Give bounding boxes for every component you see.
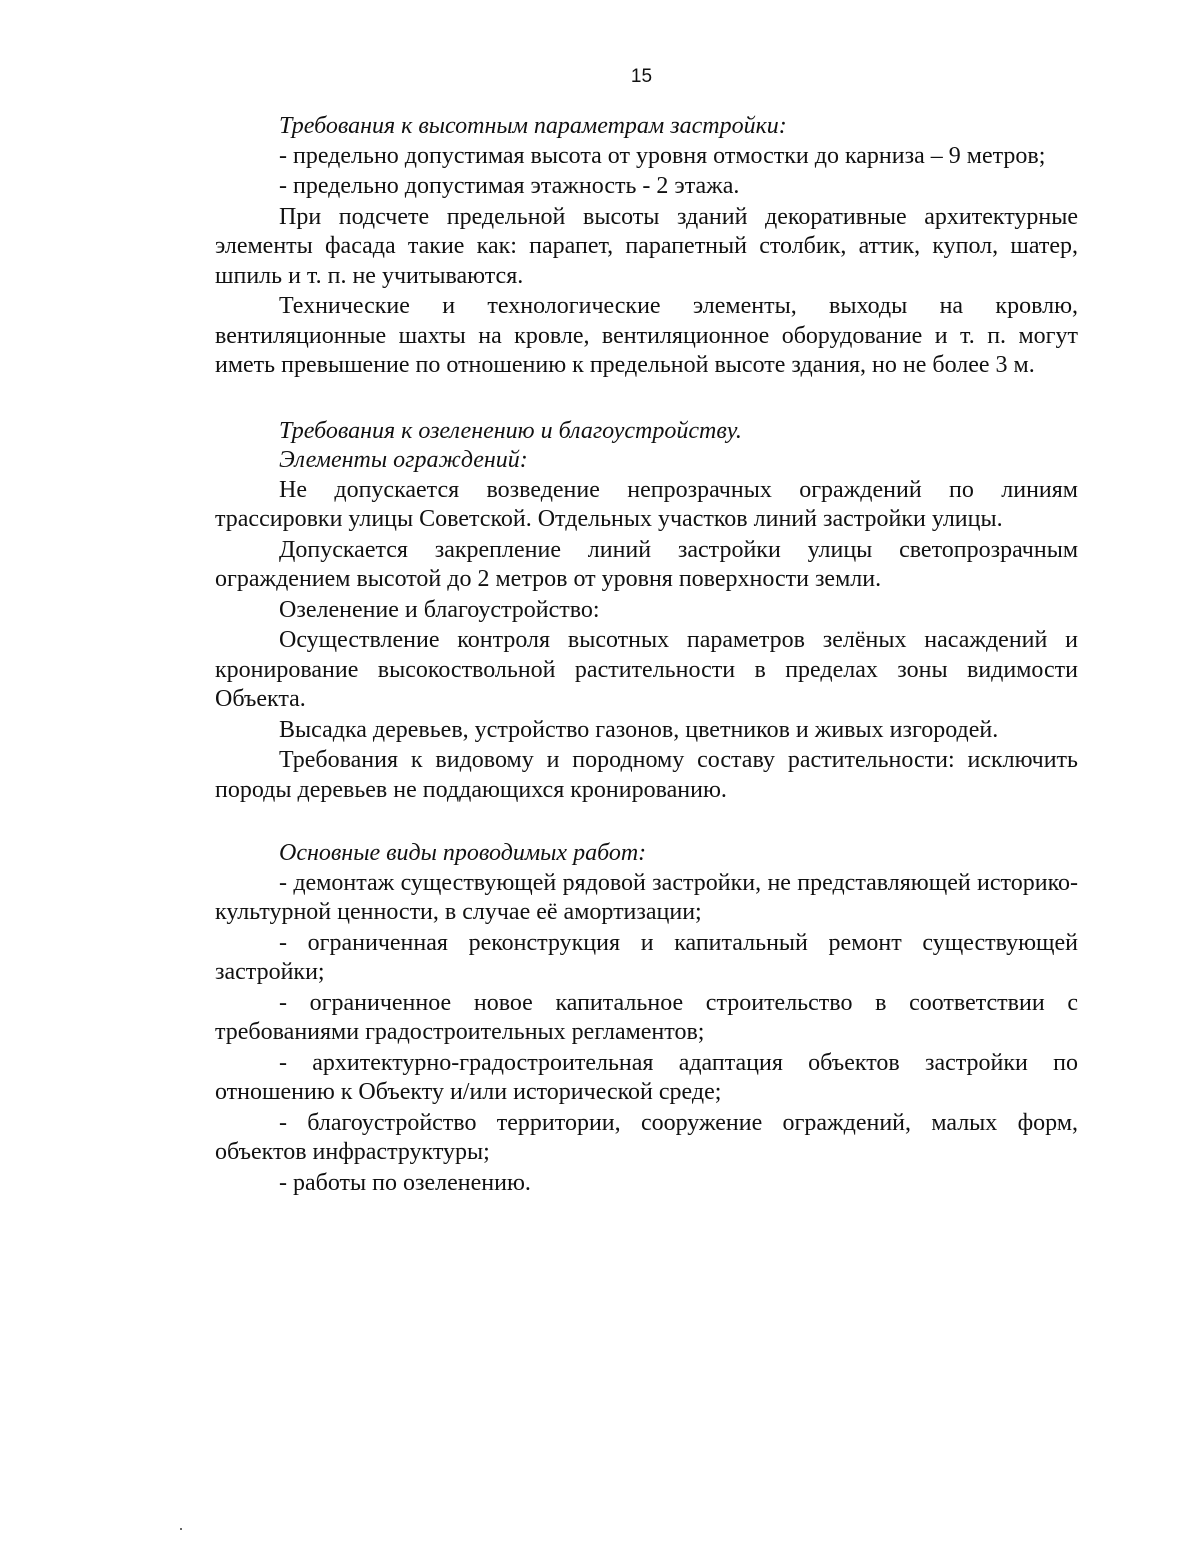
paragraph: При подсчете предельной высоты зданий декоративные архитектурные элементы фасада такие как: парапет, парапетный столбик, аттик, купол, шатер, шпиль и т. п. не учитываются.: [215, 203, 1078, 289]
paragraph: Не допускается возведение непрозрачных ограждений по линиям трассировки улицы Советской. Отдельных участков линий застройки улицы.: [215, 476, 1078, 532]
paragraph: Озеленение и благоустройство:: [279, 596, 600, 623]
list-item: - работы по озеленению.: [279, 1169, 531, 1196]
document-body: [215, 112, 1078, 1199]
paragraph: - предельно допустимая высота от уровня отмостки до карниза – 9 метров;: [279, 142, 1046, 169]
scan-speck: [180, 1528, 182, 1530]
list-item: - демонтаж существующей рядовой застройки, не представляющей историко-культурной ценности, в случае её амортизации;: [215, 869, 1078, 925]
list-item: - архитектурно-градостроительная адаптация объектов застройки по отношению к Объекту и/или исторической среде;: [215, 1049, 1078, 1105]
list-item: - ограниченная реконструкция и капитальный ремонт существующей застройки;: [215, 929, 1078, 985]
section-heading-landscaping: Требования к озеленению и благоустройству.: [279, 417, 742, 444]
list-item: - благоустройство территории, сооружение ограждений, малых форм, объектов инфраструктуры;: [215, 1109, 1078, 1165]
paragraph: Технические и технологические элементы, выходы на кровлю, вентиляционные шахты на кровле, вентиляционное оборудование и т. п. могут иметь превышение по отношению к предельной высоте здания, но не более 3 м.: [215, 293, 1078, 378]
section-subheading-fences: Элементы ограждений:: [279, 447, 528, 473]
paragraph: - предельно допустимая этажность - 2 этажа.: [279, 173, 740, 199]
section-heading-height-params: Требования к высотным параметрам застройки:: [279, 113, 787, 139]
page-number: 15: [630, 66, 653, 87]
paragraph: Высадка деревьев, устройство газонов, цветников и живых изгородей.: [279, 716, 999, 743]
paragraph: Допускается закрепление линий застройки улицы светопрозрачным ограждением высотой до 2 метров от уровня поверхности земли.: [215, 536, 1078, 592]
list-item: - ограниченное новое капитальное строительство в соответствии с требованиями градостроительных регламентов;: [215, 989, 1078, 1045]
section-heading-works: Основные виды проводимых работ:: [279, 840, 647, 866]
paragraph: Осуществление контроля высотных параметров зелёных насаждений и кронирование высокоствольной растительности в пределах зоны видимости Объекта.: [215, 627, 1078, 712]
paragraph: Требования к видовому и породному составу растительности: исключить породы деревьев не поддающихся кронированию.: [215, 747, 1078, 803]
